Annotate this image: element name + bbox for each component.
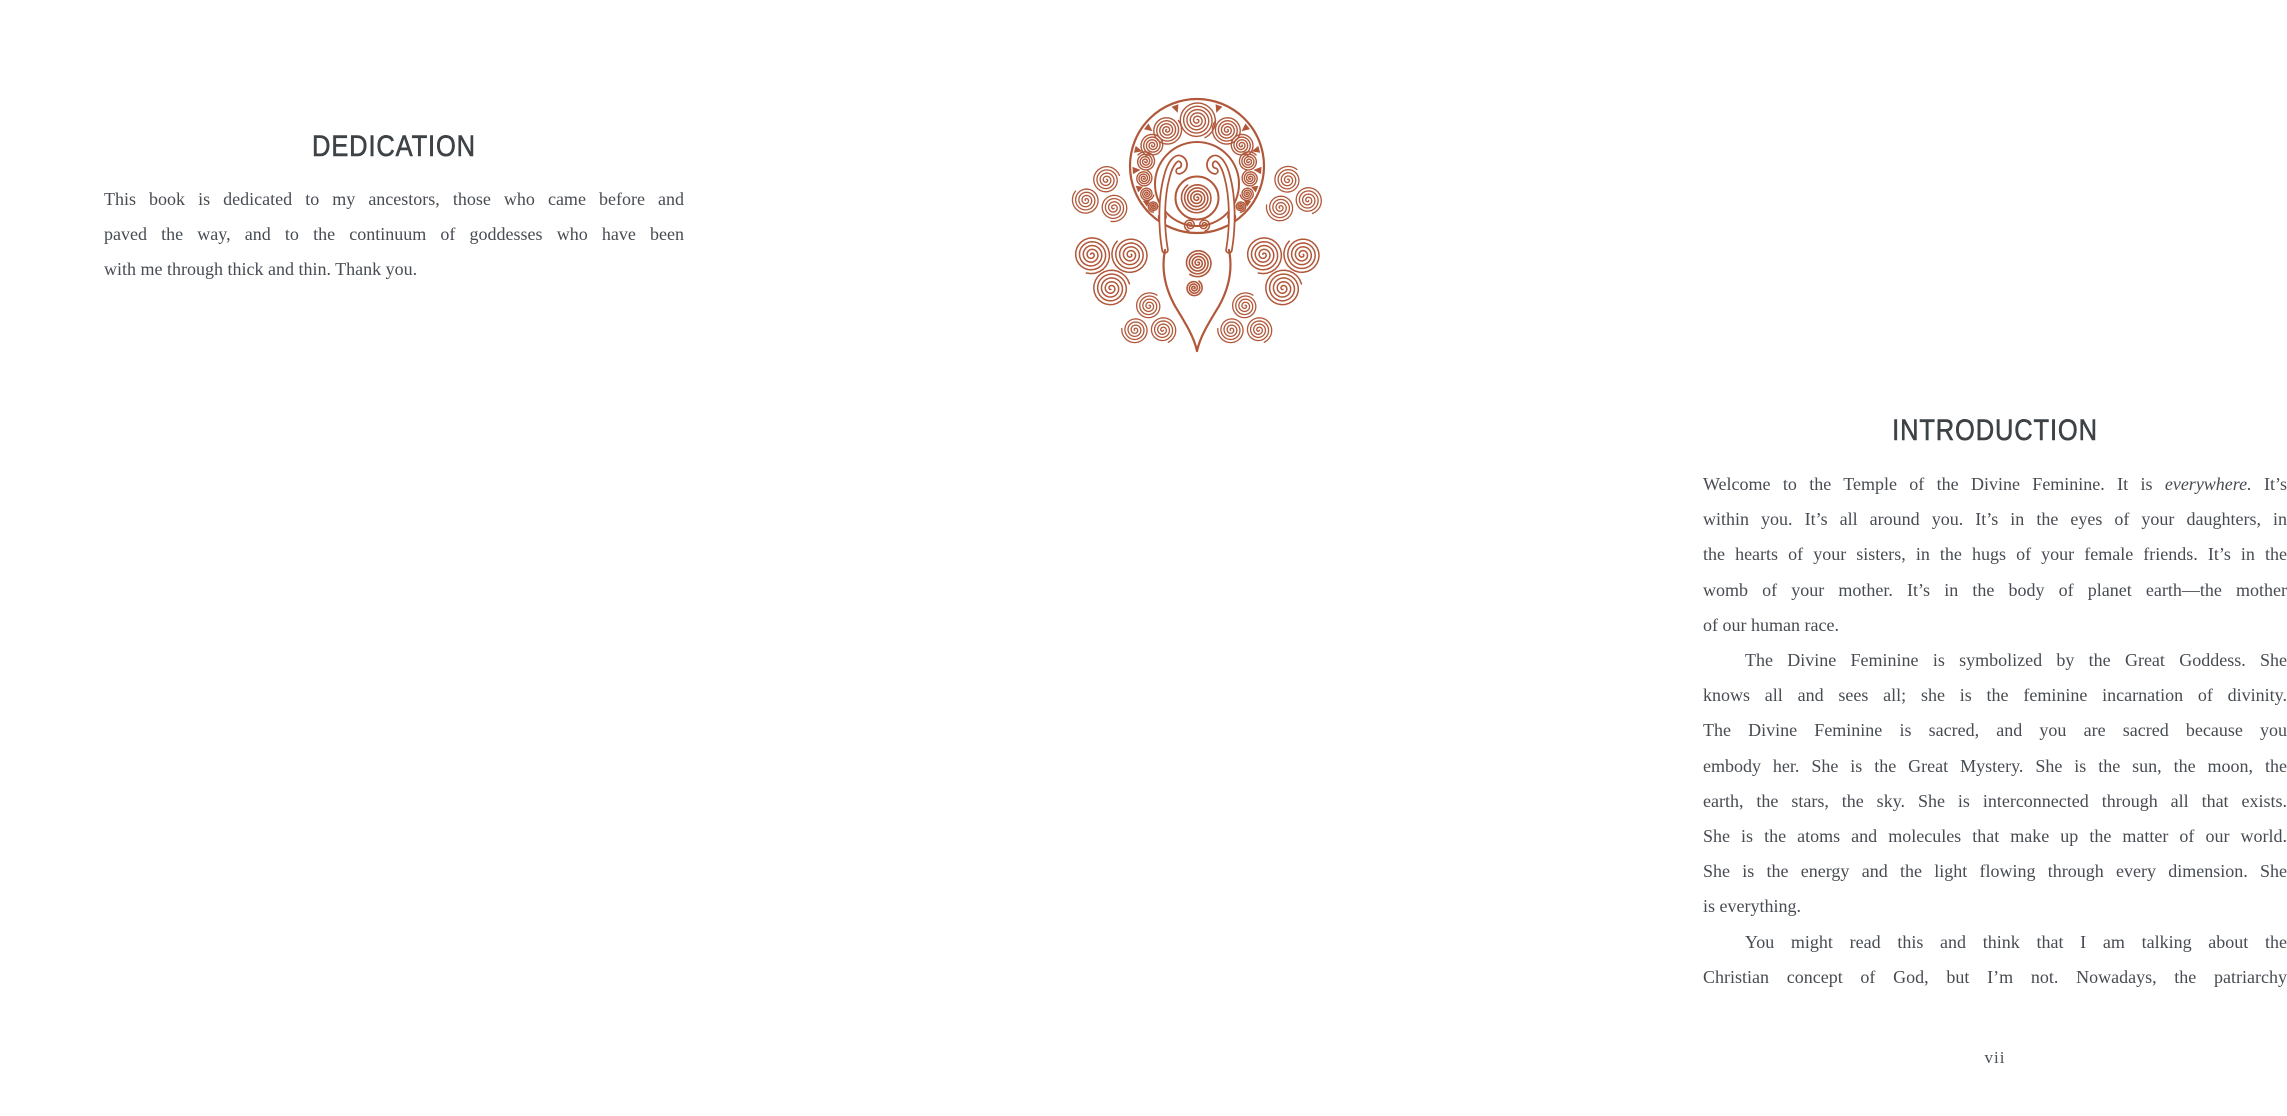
text-line: with me through thick and thin. Thank you. bbox=[104, 259, 418, 280]
introduction-heading: INTRODUCTION bbox=[1892, 414, 2098, 447]
text-line: She is the energy and the light flowing through every dimension. She bbox=[1703, 861, 2287, 882]
text-line: Welcome to the Temple of the Divine Feminine. It is everywhere. It’s bbox=[1703, 474, 2287, 494]
spiral-goddess-ornament bbox=[1057, 92, 1337, 357]
text-line: The Divine Feminine is symbolized by the Great Goddess. She bbox=[1745, 650, 2287, 671]
text-line: knows all and sees all; she is the feminine incarnation of divinity. bbox=[1703, 685, 2287, 706]
text-line: This book is dedicated to my ancestors, those who came before and bbox=[104, 189, 684, 209]
text-line: embody her. She is the Great Mystery. She is the sun, the moon, the bbox=[1703, 755, 2287, 776]
text-line: of our human race. bbox=[1703, 614, 1839, 635]
page-number: vii bbox=[1984, 1048, 2006, 1067]
dedication-text bbox=[104, 182, 684, 288]
text-line: within you. It’s all around you. It’s in the eyes of your daughters, in bbox=[1703, 509, 2287, 530]
text-line: the hearts of your sisters, in the hugs of your female friends. It’s in the bbox=[1703, 544, 2287, 565]
text-line: The Divine Feminine is sacred, and you are sacred because you bbox=[1703, 720, 2287, 741]
introduction-text bbox=[1703, 467, 2287, 995]
dedication-heading: DEDICATION bbox=[312, 130, 476, 163]
left-page bbox=[0, 0, 798, 1116]
text-line: paved the way, and to the continuum of goddesses who have been bbox=[104, 224, 684, 245]
text-line: Christian concept of God, but I’m not. Nowadays, the patriarchy bbox=[1703, 966, 2287, 987]
right-page bbox=[798, 0, 2287, 1116]
text-line: earth, the stars, the sky. She is interconnected through all that exists. bbox=[1703, 790, 2287, 811]
text-line: You might read this and think that I am talking about the bbox=[1745, 931, 2287, 952]
text-line: womb of your mother. It’s in the body of planet earth—the mother bbox=[1703, 579, 2287, 600]
text-line: She is the atoms and molecules that make up the matter of our world. bbox=[1703, 826, 2287, 847]
text-line: is everything. bbox=[1703, 896, 1801, 917]
